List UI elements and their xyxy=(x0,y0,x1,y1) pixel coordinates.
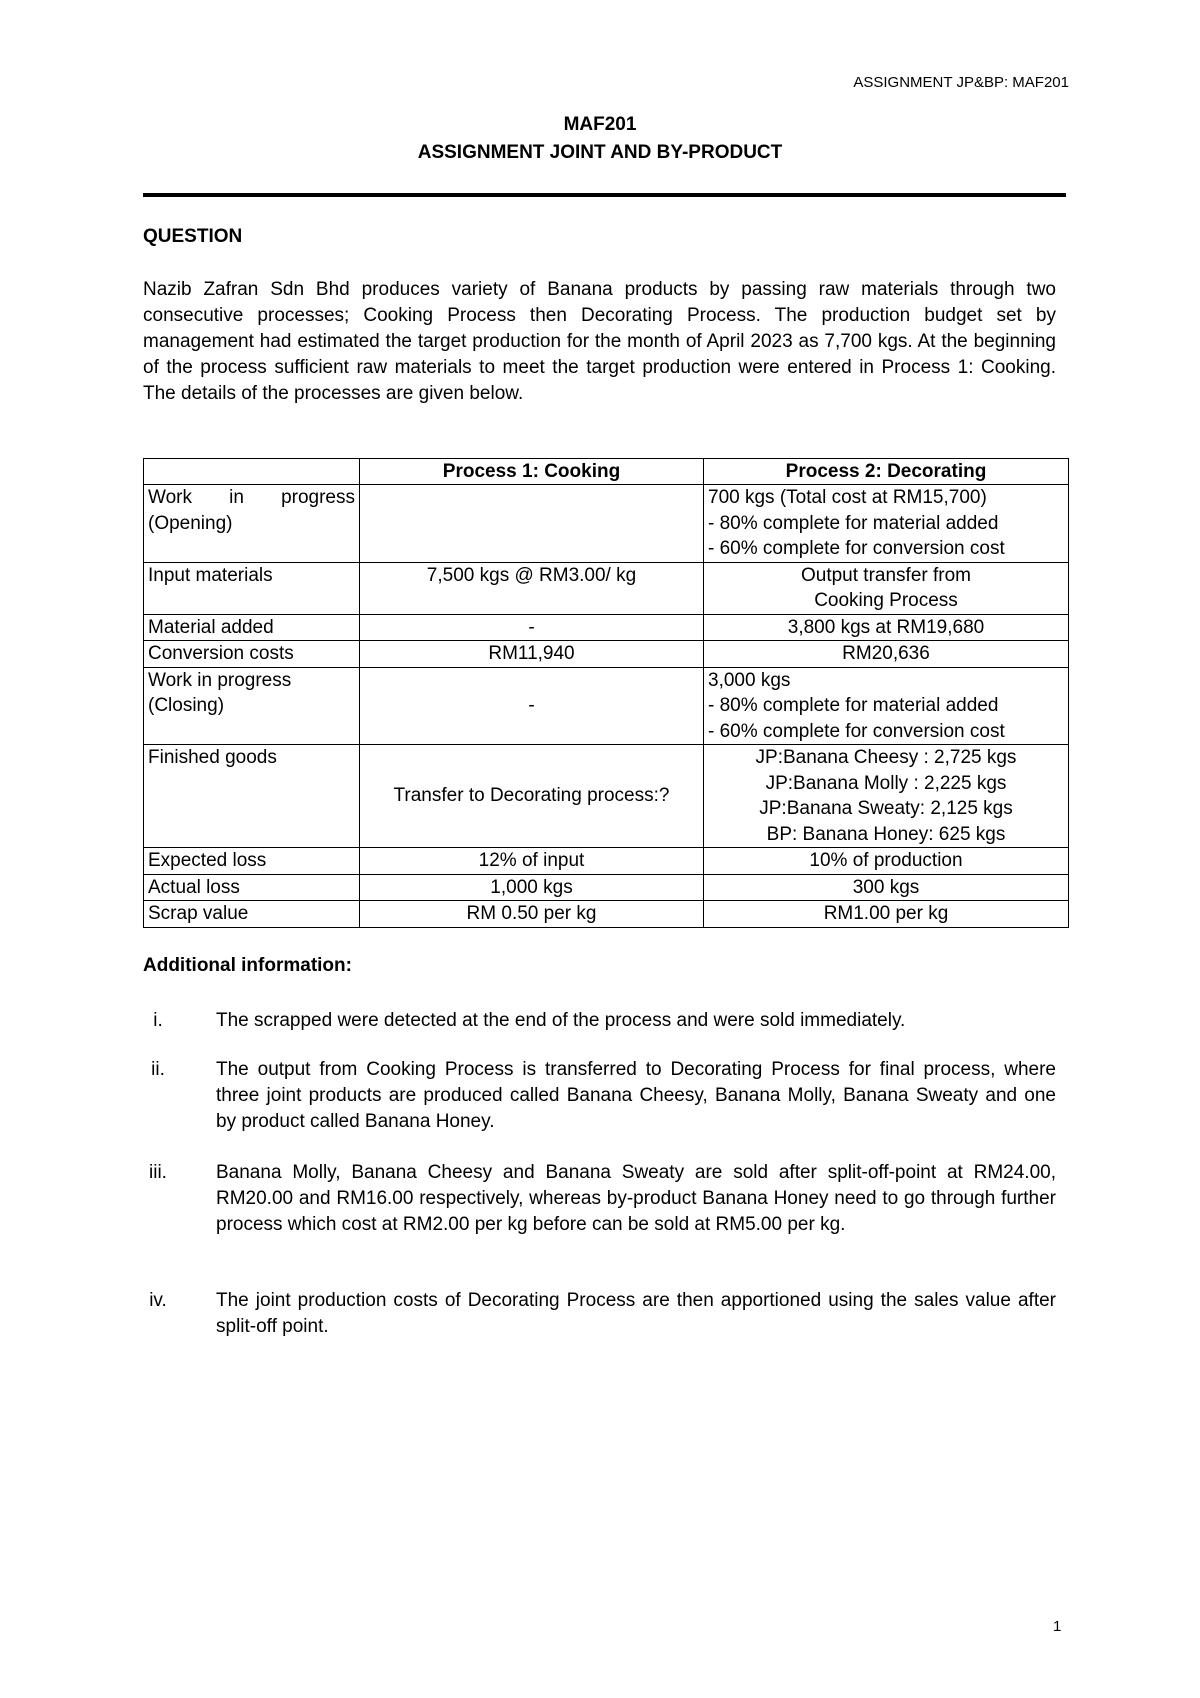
cell-p1-expected-loss: 12% of input xyxy=(360,848,704,875)
table-row xyxy=(144,901,1069,928)
list-item-text: The scrapped were detected at the end of the process and were sold immediately. xyxy=(216,1010,906,1031)
table-row xyxy=(144,745,1069,848)
cell-p2-input: Output transfer from Cooking Process xyxy=(704,562,1069,614)
table-row xyxy=(144,614,1069,641)
cell-p1-material-added: - xyxy=(360,614,704,641)
question-paragraph: Nazib Zafran Sdn Bhd produces variety of Banana products by passing raw materials through two consecutive processes; Cooking Process then Decorating Process. The production budget set by management had estimated the target production for the month of April 2023 as 7,700 kgs. At the beginning of the process sufficient raw materials to meet the target production were entered in Process 1: Cooking. The details of the processes are given below. xyxy=(143,279,1056,404)
title-divider xyxy=(143,193,1066,197)
table-row xyxy=(144,874,1069,901)
row-label-material-added: Material added xyxy=(144,614,360,641)
row-label-input: Input materials xyxy=(144,562,360,614)
row-label-actual-loss: Actual loss xyxy=(144,874,360,901)
list-item-number: iv. xyxy=(149,1290,167,1311)
list-item-text: The joint production costs of Decorating Process are then apportioned using the sales value after split-off point. xyxy=(216,1290,1056,1337)
row-label-wip-closing: Work in progress (Closing) xyxy=(144,667,360,745)
table-row xyxy=(144,562,1069,614)
table-row xyxy=(144,848,1069,875)
list-item-number: i. xyxy=(153,1010,163,1031)
cell-p2-wip-closing: 3,000 kgs - 80% complete for material added - 60% complete for conversion cost xyxy=(704,667,1069,745)
assignment-title: ASSIGNMENT JOINT AND BY-PRODUCT xyxy=(417,142,783,163)
cell-p1-actual-loss: 1,000 kgs xyxy=(360,874,704,901)
table-header-blank xyxy=(144,459,360,485)
list-item-number: iii. xyxy=(149,1162,167,1183)
course-code-title: MAF201 xyxy=(563,114,637,135)
cell-p2-scrap-value: RM1.00 per kg xyxy=(704,901,1069,928)
row-label-scrap-value: Scrap value xyxy=(144,901,360,928)
table-row xyxy=(144,667,1069,745)
cell-p2-finished-goods: JP:Banana Cheesy : 2,725 kgs JP:Banana Molly : 2,225 kgs JP:Banana Sweaty: 2,125 kgs BP: Banana Honey: 625 kgs xyxy=(704,745,1069,848)
row-label-finished-goods: Finished goods xyxy=(144,745,360,848)
question-heading: QUESTION xyxy=(143,226,243,247)
row-label-conversion: Conversion costs xyxy=(144,641,360,668)
list-item-text: The output from Cooking Process is transferred to Decorating Process for final process, where three joint products are produced called Banana Cheesy, Banana Molly, Banana Sweaty and one by product called Banana Honey. xyxy=(216,1059,1056,1132)
table-header-row xyxy=(144,459,1069,485)
cell-p2-actual-loss: 300 kgs xyxy=(704,874,1069,901)
process-details-table xyxy=(143,458,1069,928)
table-header-process-1: Process 1: Cooking xyxy=(360,459,704,485)
running-header: ASSIGNMENT JP&BP: MAF201 xyxy=(853,74,1069,91)
cell-p2-conversion: RM20,636 xyxy=(704,641,1069,668)
additional-info-heading: Additional information: xyxy=(143,955,352,976)
row-label-expected-loss: Expected loss xyxy=(144,848,360,875)
table-header-process-2: Process 2: Decorating xyxy=(704,459,1069,485)
cell-p1-wip-opening xyxy=(360,485,704,563)
cell-p2-material-added: 3,800 kgs at RM19,680 xyxy=(704,614,1069,641)
cell-p1-conversion: RM11,940 xyxy=(360,641,704,668)
cell-p1-scrap-value: RM 0.50 per kg xyxy=(360,901,704,928)
table-row xyxy=(144,485,1069,563)
table-row xyxy=(144,641,1069,668)
list-item-text: Banana Molly, Banana Cheesy and Banana Sweaty are sold after split-off-point at RM24.00, RM20.00 and RM16.00 respectively, whereas by-product Banana Honey need to go through further process which cost at RM2.00 per kg before can be sold at RM5.00 per kg. xyxy=(216,1162,1056,1235)
list-item-number: ii. xyxy=(151,1059,165,1080)
page-number: 1 xyxy=(1053,1618,1062,1635)
cell-p2-expected-loss: 10% of production xyxy=(704,848,1069,875)
cell-p2-wip-opening: 700 kgs (Total cost at RM15,700) - 80% complete for material added - 60% complete for conversion cost xyxy=(704,485,1069,563)
row-label-wip-opening: Work in progress (Opening) xyxy=(144,485,360,563)
cell-p1-finished-goods: Transfer to Decorating process:? xyxy=(360,745,704,848)
cell-p1-wip-closing: - xyxy=(360,667,704,745)
cell-p1-input: 7,500 kgs @ RM3.00/ kg xyxy=(360,562,704,614)
